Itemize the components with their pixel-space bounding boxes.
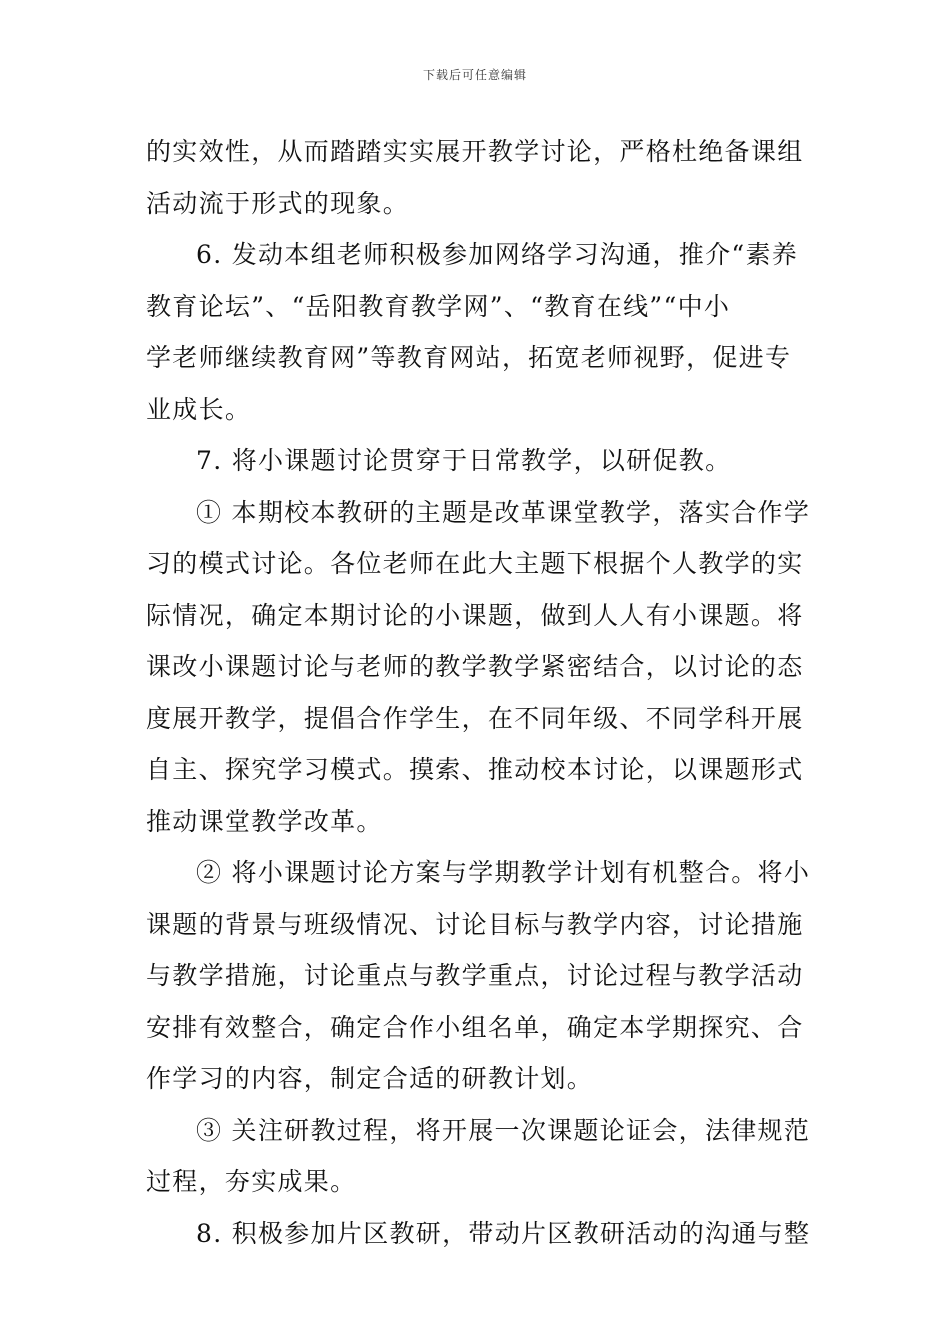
text-line: 业成长。 bbox=[146, 394, 252, 424]
paragraph-sub-item-1: ① 本期校本教研的主题是改革课堂教学，落实合作学 bbox=[196, 497, 811, 527]
header-note: 下载后可任意编辑 bbox=[422, 68, 527, 82]
text-line: 习的模式讨论。各位老师在此大主题下根据个人教学的实 bbox=[146, 549, 804, 578]
paragraph-sub-item-3: ③ 关注研教过程，将开展一次课题论证会，法律规范 bbox=[196, 1115, 811, 1145]
paragraph-item-7: 7. 将小课题讨论贯穿于日常教学，以研促教。 bbox=[196, 446, 732, 475]
text-line: 教育论坛”、“岳阳教育教学网”、“教育在线”“中小 bbox=[146, 291, 731, 321]
text-line: 与教学措施，讨论重点与教学重点，讨论过程与教学活动 bbox=[146, 961, 804, 990]
text-line: 活动流于形式的现象。 bbox=[146, 188, 410, 218]
text-line: 际情况，确定本期讨论的小课题，做到人人有小课题。将 bbox=[146, 600, 804, 630]
paragraph-item-6: 6. 发动本组老师积极参加网络学习沟通，推介“素养 bbox=[196, 240, 799, 269]
text-line: 过程，夯实成果。 bbox=[146, 1167, 357, 1196]
text-line: 推动课堂教学改革。 bbox=[146, 806, 383, 836]
paragraph-sub-item-2: ② 将小课题讨论方案与学期教学计划有机整合。将小 bbox=[196, 858, 811, 887]
text-line: 作学习的内容，制定合适的研教计划。 bbox=[146, 1064, 594, 1093]
text-line: 安排有效整合，确定合作小组名单，确定本学期探究、合 bbox=[146, 1012, 804, 1042]
text-line: 课改小课题讨论与老师的教学教学紧密结合，以讨论的态 bbox=[146, 652, 804, 681]
paragraph-item-8: 8. 积极参加片区教研，带动片区教研活动的沟通与整 bbox=[196, 1218, 811, 1248]
text-line: 学老师继续教育网”等教育网站，拓宽老师视野，促进专 bbox=[146, 343, 792, 372]
text-line: 的实效性，从而踏踏实实展开教学讨论，严格杜绝备课组 bbox=[146, 137, 804, 166]
document-body bbox=[146, 126, 814, 1259]
text-line: 度展开教学，提倡合作学生，在不同年级、不同学科开展 bbox=[146, 703, 804, 733]
text-line: 自主、探究学习模式。摸索、推动校本讨论，以课题形式 bbox=[146, 755, 804, 784]
text-line: 课题的背景与班级情况、讨论目标与教学内容，讨论措施 bbox=[146, 909, 804, 939]
